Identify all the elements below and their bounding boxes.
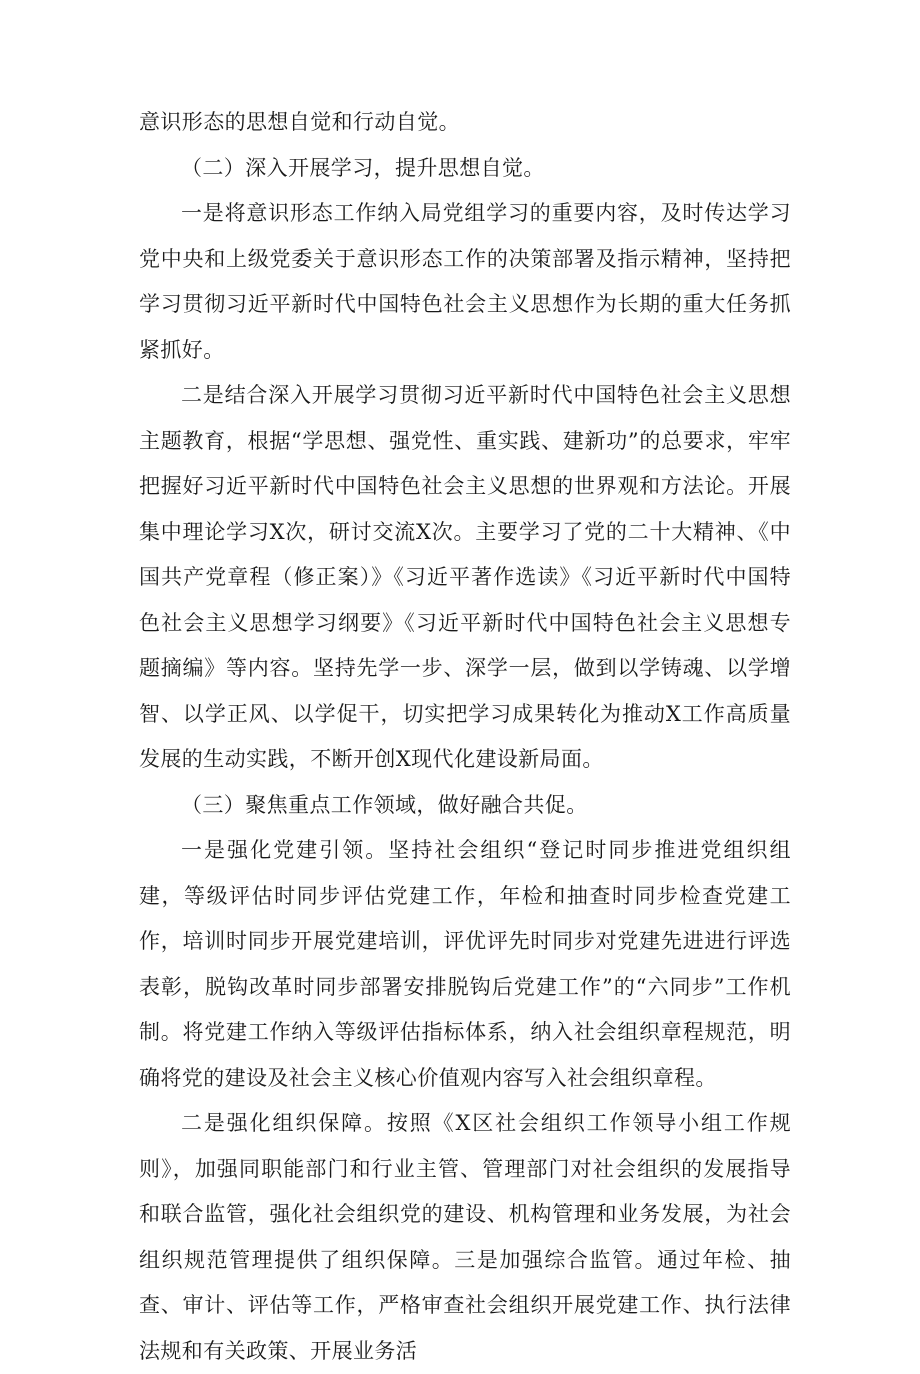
- paragraph-party-building: 一是强化党建引领。坚持社会组织“登记时同步推进党组织组建，等级评估时同步评估党建工作，年检和抽查时同步检查党建工作，培训时同步开展党建培训，评优评先时同步对党建先进进行评选表彰，脱钩改革时同步部署安排脱钩后党建工作”的“六同步”工作机制。将党建工作纳入等级评估指标体系，纳入社会组织章程规范，明确将党的建设及社会主义核心价值观内容写入社会组织章程。: [139, 838, 791, 1090]
- section-heading-3: （三）聚焦重点工作领域，做好融合共促。: [181, 792, 588, 817]
- section-heading-2: （二）深入开展学习，提升思想自觉。: [181, 155, 545, 180]
- document-body: [139, 100, 791, 1374]
- paragraph-study-content: 一是将意识形态工作纳入局党组学习的重要内容，及时传达学习党中央和上级党委关于意识形态工作的决策部署及指示精神，坚持把学习贯彻习近平新时代中国特色社会主义思想作为长期的重大任务抓紧抓好。: [139, 201, 791, 362]
- paragraph-continuation: 意识形态的思想自觉和行动自觉。: [139, 110, 460, 134]
- paragraph-organization-guarantee: 二是强化组织保障。按照《X区社会组织工作领导小组工作规则》，加强同职能部门和行业主管、管理部门对社会组织的发展指导和联合监管，强化社会组织党的建设、机构管理和业务发展，为社会组织规范管理提供了组织保障。三是加强综合监管。通过年检、抽查、审计、评估等工作，严格审查社会组织开展党建工作、执行法律法规和有关政策、开展业务活: [139, 1111, 791, 1363]
- paragraph-theme-education: 二是结合深入开展学习贯彻习近平新时代中国特色社会主义思想主题教育，根据“学思想、强党性、重实践、建新功”的总要求，牢牢把握好习近平新时代中国特色社会主义思想的世界观和方法论。开展集中理论学习X次，研讨交流X次。主要学习了党的二十大精神、《中国共产党章程（修正案）》《习近平著作选读》《习近平新时代中国特色社会主义思想学习纲要》《习近平新时代中国特色社会主义思想专题摘编》等内容。坚持先学一步、深学一层，做到以学铸魂、以学增智、以学正风、以学促干，切实把学习成果转化为推动X工作高质量发展的生动实践，不断开创X现代化建设新局面。: [139, 383, 791, 771]
